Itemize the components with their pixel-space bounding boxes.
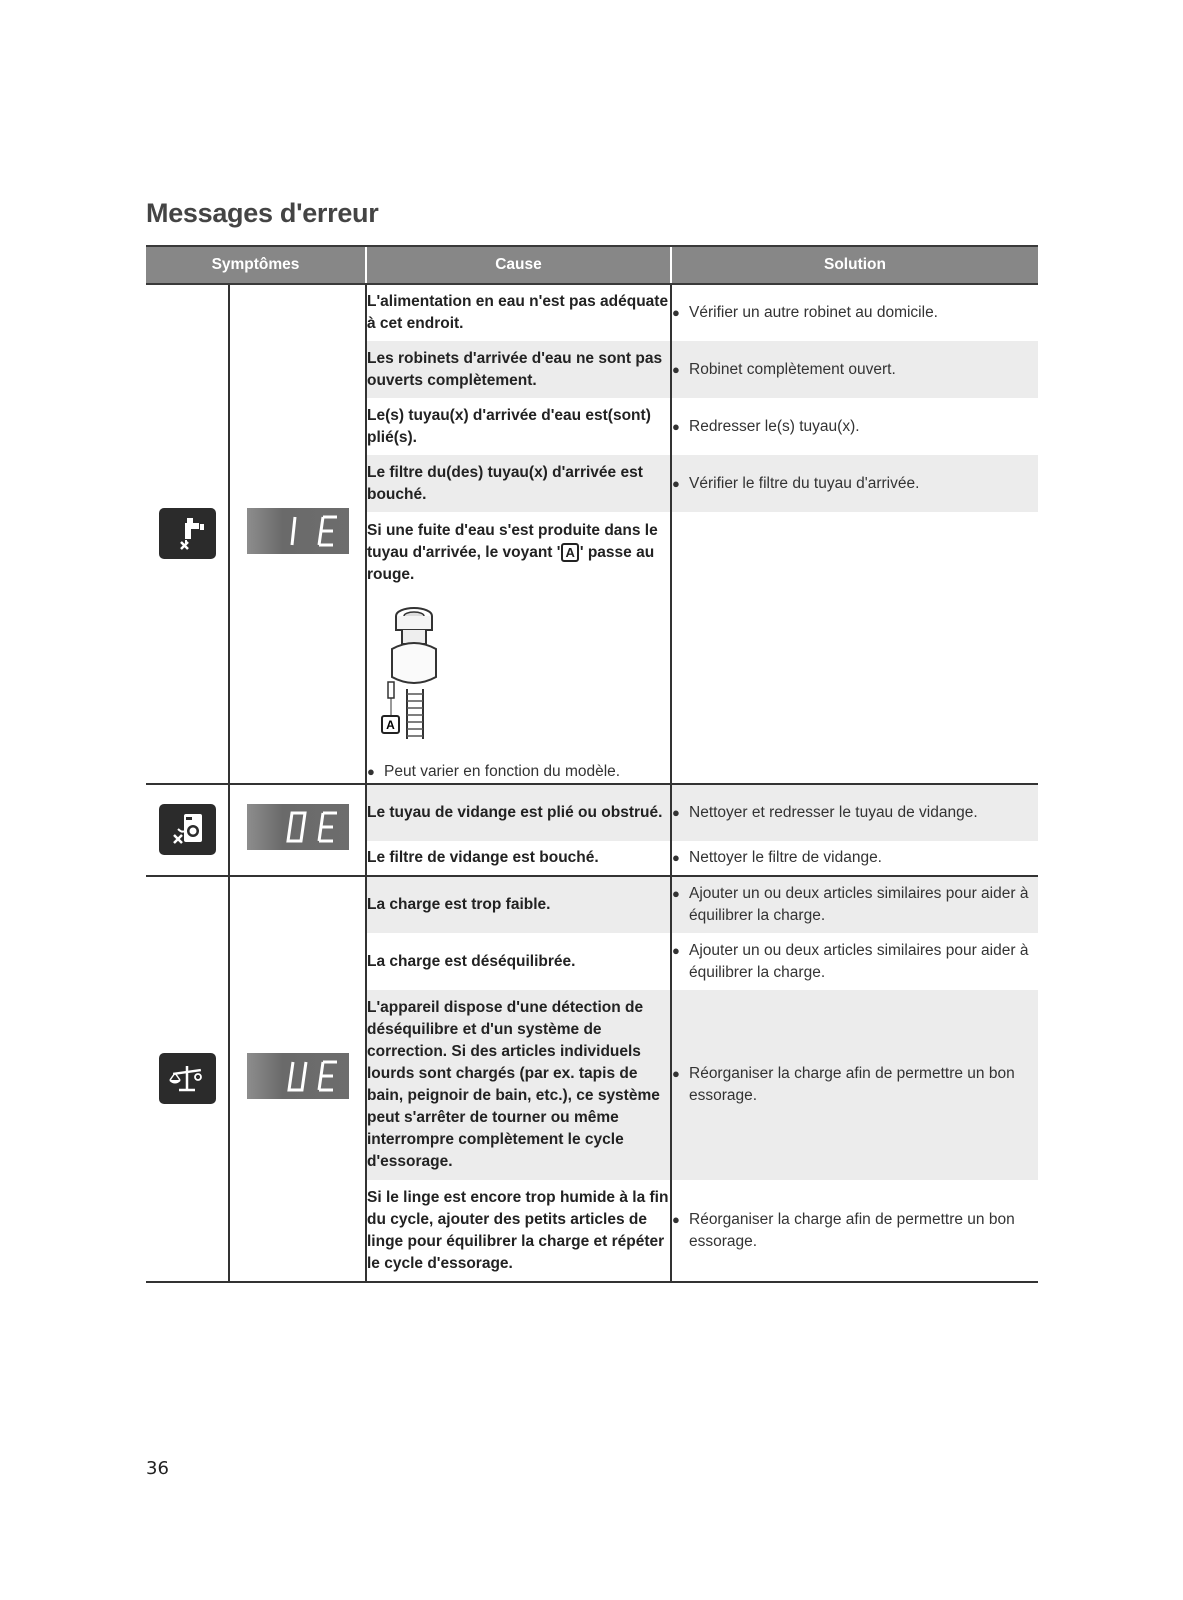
table-row: [146, 784, 1038, 841]
symptom-icon-cell: [146, 784, 229, 876]
solution-text: Ajouter un ou deux articles similaires pour aider à équilibrer la charge.: [689, 885, 1029, 924]
solution-item: ● Réorganiser la charge afin de permettre un bon essorage.: [671, 990, 1038, 1180]
solution-item: ● Ajouter un ou deux articles similaires pour aider à équilibrer la charge.: [671, 876, 1038, 933]
balance-scale-icon: [159, 1053, 216, 1104]
solution-text: Réorganiser la charge afin de permettre un bon essorage.: [689, 1065, 1015, 1104]
symptom-icon-cell: [146, 876, 229, 1282]
header-symptoms: Symptômes: [146, 246, 366, 284]
solution-empty: [671, 512, 1038, 784]
cause-text: La charge est déséquilibrée.: [366, 933, 671, 990]
cause-text: Si une fuite d'eau s'est produite dans le tuyau d'arrivée, le voyant ' A ' passe au rouge.: [367, 522, 658, 583]
solution-item: ● Vérifier le filtre du tuyau d'arrivée.: [671, 455, 1038, 512]
cause-text: L'alimentation en eau n'est pas adéquate à cet endroit.: [366, 284, 671, 341]
solution-item: ● Réorganiser la charge afin de permettre un bon essorage.: [671, 1180, 1038, 1282]
solution-item: ● Vérifier un autre robinet au domicile.: [671, 284, 1038, 341]
solution-text: Nettoyer et redresser le tuyau de vidange.: [689, 804, 978, 821]
cause-with-figure: [366, 512, 671, 784]
error-messages-table: [146, 245, 1038, 1283]
solution-item: ● Nettoyer le filtre de vidange.: [671, 841, 1038, 876]
cause-text: La charge est trop faible.: [366, 876, 671, 933]
error-code-display: [247, 508, 349, 554]
cause-text: Le filtre de vidange est bouché.: [366, 841, 671, 876]
page-title: Messages d'erreur: [146, 198, 379, 228]
error-code-display: [247, 804, 349, 850]
cause-text: Le filtre du(des) tuyau(x) d'arrivée est bouché.: [366, 455, 671, 512]
error-code-display: [247, 1053, 349, 1099]
symptom-icon-cell: [146, 284, 229, 784]
solution-text: Réorganiser la charge afin de permettre un bon essorage.: [689, 1210, 1015, 1250]
solution-text: Ajouter un ou deux articles similaires pour aider à équilibrer la charge.: [689, 941, 1029, 981]
error-code-cell: [229, 284, 366, 784]
water-tap-icon: [159, 508, 216, 559]
cause-text: Le(s) tuyau(x) d'arrivée d'eau est(sont) plié(s).: [366, 398, 671, 455]
solution-text: Robinet complètement ouvert.: [689, 360, 896, 378]
solution-item: ● Robinet complètement ouvert.: [671, 341, 1038, 398]
inlet-hose-figure: [377, 604, 670, 751]
solution-text: Redresser le(s) tuyau(x).: [689, 417, 860, 435]
solution-item: ● Redresser le(s) tuyau(x).: [671, 398, 1038, 455]
solution-item: ● Nettoyer et redresser le tuyau de vidange.: [671, 784, 1038, 841]
drain-washer-icon: [159, 804, 216, 855]
solution-item: ● Ajouter un ou deux articles similaires pour aider à équilibrer la charge.: [671, 933, 1038, 990]
error-code-cell: [229, 784, 366, 876]
cause-text: L'appareil dispose d'une détection de déséquilibre et d'un système de correction. Si des articles individuels lourds sont chargés (par ex. tapis de bain, peignoir de bain, etc.), ce système peut s'arrêter de tourner ou même interrompre complètement le cycle d'essorage.: [366, 990, 671, 1180]
figure-note-text: Peut varier en fonction du modèle.: [384, 763, 621, 780]
cause-text: Les robinets d'arrivée d'eau ne sont pas ouverts complètement.: [366, 341, 671, 398]
solution-text: Nettoyer le filtre de vidange.: [689, 849, 882, 866]
solution-text: Vérifier un autre robinet au domicile.: [689, 304, 938, 321]
header-cause: Cause: [366, 246, 671, 284]
table-row: [146, 284, 1038, 341]
table-row: [146, 876, 1038, 933]
inlet-hose-valve-icon: [377, 604, 467, 744]
table-header-row: [146, 246, 1038, 284]
cause-text: Si le linge est encore trop humide à la fin du cycle, ajouter des petits articles de linge pour équilibrer la charge et répéter le cycle d'essorage.: [366, 1180, 671, 1282]
solution-text: Vérifier le filtre du tuyau d'arrivée.: [689, 474, 920, 492]
figure-note: ● Peut varier en fonction du modèle.: [367, 761, 670, 783]
cause-text: Le tuyau de vidange est plié ou obstrué.: [366, 784, 671, 841]
error-code-cell: [229, 876, 366, 1282]
page-number: 36: [146, 1458, 169, 1479]
header-solution: Solution: [671, 246, 1038, 284]
figure-label-a: A: [386, 718, 395, 732]
leak-indicator-marker: A: [561, 543, 578, 562]
